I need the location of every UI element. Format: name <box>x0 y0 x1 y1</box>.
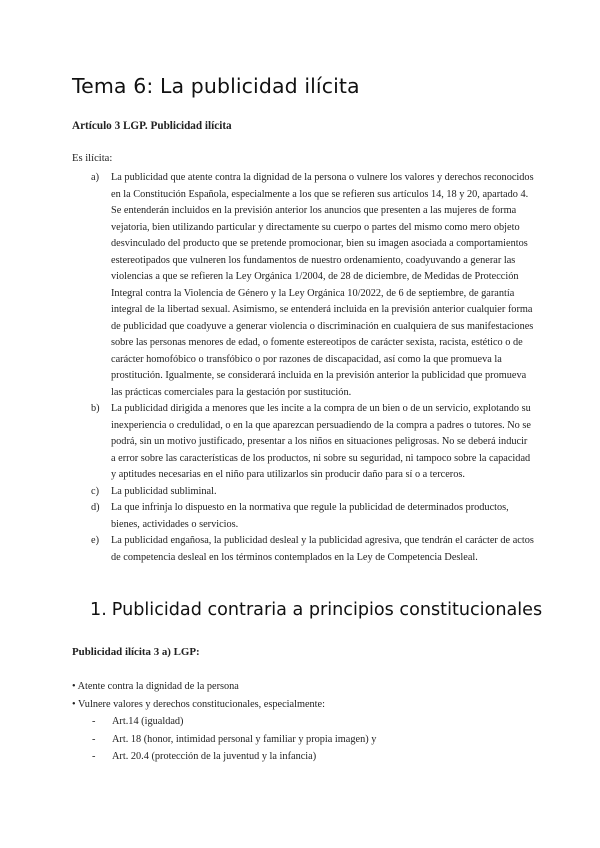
article-items <box>72 170 534 566</box>
article-title: Artículo 3 LGP. Publicidad ilícita <box>72 120 232 132</box>
dash-marker: - <box>92 733 96 745</box>
list-item <box>72 533 534 566</box>
bullet-list <box>72 678 325 713</box>
list-item <box>72 170 534 401</box>
item-text: La que infrinja lo dispuesto en la normativa que regule la publicidad de determinados productos, bienes, actividades o servicios. <box>111 502 509 530</box>
item-marker: e) <box>91 535 99 546</box>
item-text: La publicidad dirigida a menores que les incite a la compra de un bien o de un servicio, explotando su inexperiencia o credulidad, o en la que aparezcan persuadiendo de la compra a padres o tutores. No se podrá, sin un motivo justificado, presentar a los niños en situaciones peligrosas. No se deberá inducir a error sobre las características de los productos, ni sobre su seguridad, ni tampoco sobre la capacidad y aptitudes necesarias en el niño para utilizarlos sin producir daño para sí o a terceros. <box>111 403 531 480</box>
section-subtitle: Publicidad ilícita 3 a) LGP: <box>72 646 200 658</box>
list-item <box>72 500 534 533</box>
item-marker: c) <box>91 485 99 497</box>
dash-marker: - <box>92 716 96 727</box>
item-marker: a) <box>91 172 99 183</box>
item-text: La publicidad que atente contra la dignidad de la persona o vulnere los valores y derechos reconocidos en la Constitución Española, especialmente a los que se refieren sus artículos 14, 18 y 20, apartado 4. Se entenderán incluidos en la previsión anterior los anuncios que presenten a las mujeres de forma vejatoria, bien utilizando particular y directamente su cuerpo o partes del mismo como mero objeto desvinculado del producto que se pretende promocionar, bien su imagen asociada a comportamientos estereotipados que vulneren los fundamentos de nuestro ordenamiento, coadyuvando a generar las violencias a que se refieren la Ley Orgánica 1/2004, de 28 de diciembre, de Medidas de Protección Integral contra la Violencia de Género y la Ley Orgánica 10/2022, de 6 de septiembre, de garantía integral de la libertad sexual. Asimismo, se entenderá incluida en la previsión anterior cualquier forma de publicidad que coadyuve a generar violencia o discriminación en cualquiera de sus manifestaciones sobre las personas menores de edad, o fomente estereotipos de carácter sexista, racista, estético o de carácter homofóbico o transfóbico o por razones de discapacidad, así como la que promueva la prostitución. Igualmente, se considerará incluida en la previsión anterior la publicidad que promueva las prácticas comerciales para la gestación por sustitución. <box>111 172 534 398</box>
bullet-item: • Vulnere valores y derechos constitucionales, especialmente: <box>72 698 325 710</box>
item-marker: b) <box>91 403 100 414</box>
section-title: Publicidad contraria a principios constitucionales <box>111 600 543 620</box>
item-text: La publicidad engañosa, la publicidad desleal y la publicidad agresiva, que tendrán el carácter de actos de competencia desleal en los términos contemplados en la Ley de Competencia Desleal. <box>111 535 534 563</box>
dash-item <box>92 731 376 749</box>
page-title: Tema 6: La publicidad ilícita <box>72 74 360 98</box>
dash-item-text: Art.14 (igualdad) <box>112 716 184 727</box>
list-item <box>72 401 534 484</box>
section-number: 1. <box>90 600 107 620</box>
item-text: La publicidad subliminal. <box>111 485 217 497</box>
dash-item <box>92 748 376 766</box>
intro-text: Es ilícita: <box>72 153 113 164</box>
dash-list <box>92 713 376 766</box>
bullet-item: • Atente contra la dignidad de la persona <box>72 681 239 692</box>
dash-item-text: Art. 20.4 (protección de la juventud y la infancia) <box>112 751 317 762</box>
item-marker: d) <box>91 502 100 513</box>
dash-marker: - <box>92 751 96 762</box>
section-heading <box>90 600 542 620</box>
dash-item <box>92 713 376 731</box>
dash-item-text: Art. 18 (honor, intimidad personal y familiar y propia imagen) y <box>112 733 377 745</box>
list-item <box>72 484 534 501</box>
